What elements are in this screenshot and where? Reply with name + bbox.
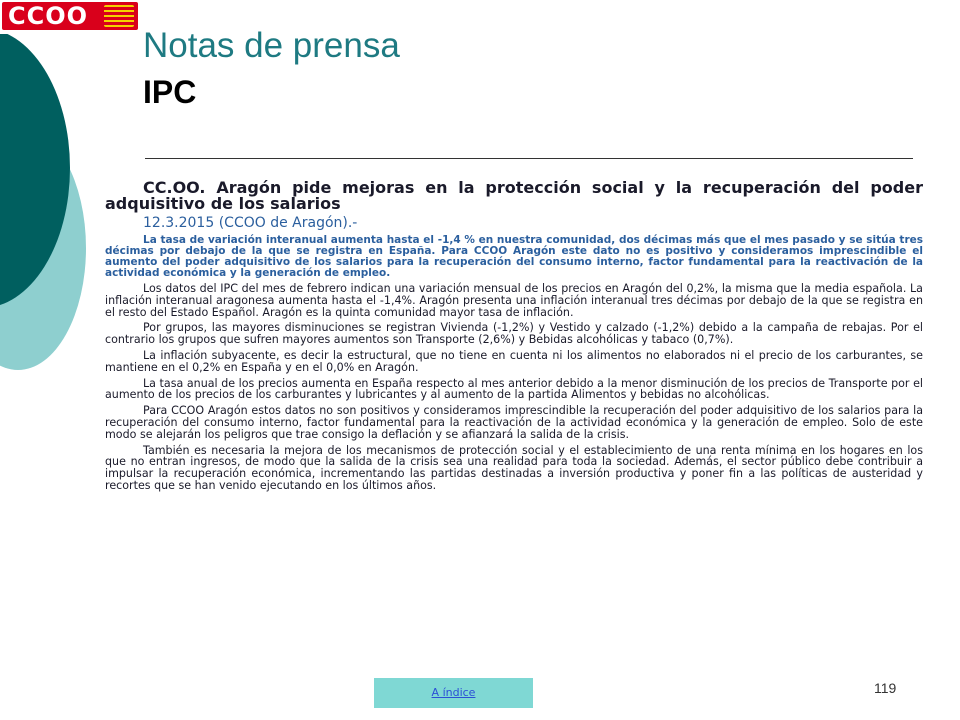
index-link-button[interactable] <box>374 678 533 708</box>
article-paragraph: La tasa anual de los precios aumenta en España respecto al mes anterior debido a la menor disminución de los precios de Transporte por el aumento de los precios de los carburantes y lubricantes y al aumento de la partida Alimentos y bebidas no alcohólicas. <box>105 376 923 402</box>
article-paragraph: Por grupos, las mayores disminuciones se registran Vivienda (-1,2%) y Vestido y calzado (-1,2%) debido a la campaña de rebajas. Por el contrario los grupos que sufren mayores aumentos son Transporte (2,6%) y Bebidas alcohólicas y tabaco (0,7%). <box>105 321 923 347</box>
article-paragraph: También es necesaria la mejora de los mecanismos de protección social y el establecimiento de una renta mínima en los hogares en los que no entran ingresos, de modo que la salida de la crisis sea una realidad para toda la sociedad. Además, el sector público debe contribuir a impulsar la recuperación económica, incrementando las partidas destinadas a inversión productiva y poner fin a las políticas de austeridad y recortes que se han venido ejecutando en los últimos años. <box>105 443 923 492</box>
page-subtitle: IPC <box>143 74 197 110</box>
article-paragraph: Los datos del IPC del mes de febrero indican una variación mensual de los precios en Aragón del 0,2%, la misma que la media española. La inflación interanual aragonesa aumenta hasta el -1,4%. Aragón presenta una inflación interanual tres décimas por debajo de la que se registra en el resto del Estado Español. Aragón es la quinta comunidad mayor tasa de inflación. <box>105 282 923 319</box>
index-link[interactable]: A índice <box>431 686 476 699</box>
title-divider <box>145 158 913 159</box>
aragon-flag-icon <box>104 5 134 27</box>
logo-text: CCOO <box>8 2 89 30</box>
ccoo-logo <box>0 0 142 34</box>
article-body <box>105 180 923 492</box>
article-intro: La tasa de variación interanual aumenta hasta el -1,4 % en nuestra comunidad, dos décimas más que el mes pasado y se sitúa tres décimas por debajo de la que se registra en España. Para CCOO Aragón este dato no es positivo y consideramos imprescindible el aumento del poder adquisitivo de los salarios para la recuperación del consumo interno, factor fundamental para la reactivación de la actividad económica y la generación de empleo. <box>105 234 923 279</box>
article-paragraph: La inflación subyacente, es decir la estructural, que no tiene en cuenta ni los alimentos no elaborados ni el precio de los carburantes, se mantiene en el 0,2% en España y en el 0,0% en Aragón. <box>105 348 923 374</box>
page-title: Notas de prensa <box>143 26 400 65</box>
article-headline: CC.OO. Aragón pide mejoras en la protección social y la recuperación del poder adquisitivo de los salarios <box>105 178 923 213</box>
article-paragraph: Para CCOO Aragón estos datos no son positivos y consideramos imprescindible la recuperación del poder adquisitivo de los salarios para la recuperación del consumo interno, factor fundamental para la reactivación de la actividad económica y la generación de empleo. Solo de este modo se alejarán los peligros que trae consigo la deflación y se afianzará la salida de la crisis. <box>105 404 923 441</box>
page-number: 119 <box>874 680 897 696</box>
article-date: 12.3.2015 (CCOO de Aragón).- <box>143 215 358 231</box>
